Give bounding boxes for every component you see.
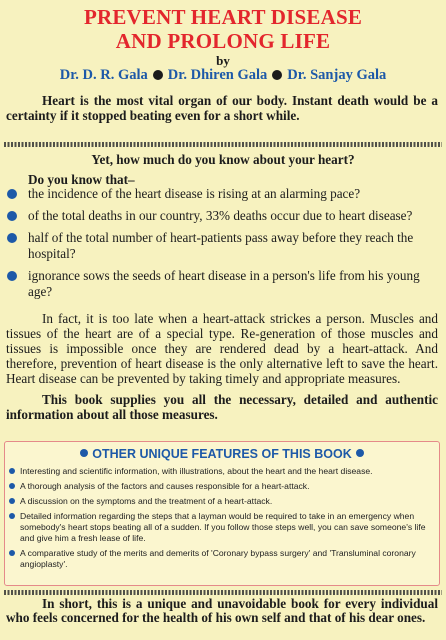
features-heading: [5, 447, 439, 461]
question-heading: Yet, how much do you know about your heart?: [91, 152, 355, 167]
list-item: [0, 208, 446, 224]
body-text: [6, 311, 438, 428]
bullet-dot-icon: [9, 498, 15, 504]
closing-text: In short, this is a unique and unavoidable book for every individual who feels concerned for the health of his own self and that of his dear ones.: [6, 596, 438, 625]
features-box: [4, 441, 440, 586]
bullet-dot-icon: [9, 483, 15, 489]
intro-paragraph: [6, 93, 438, 123]
fact-text: half of the total number of heart-patients pass away before they reach the hospital?: [28, 230, 414, 261]
features-list: [5, 466, 439, 574]
feature-text: Detailed information regarding the steps that a layman would be required to take in an emergency when somebody's heart stops beating all of a sudden. If you follow those steps well, you can save someone's life and give him a fresh lease of life.: [20, 511, 426, 543]
know-that-label: Do you know that–: [28, 172, 135, 187]
body-paragraph-1: In fact, it is too late when a heart-attack strickes a person. Muscles and tissues of the heart are of a special type. Re-generation of those muscles and tissues is impossible once they are rendered dead by a heart-attack. And therefore, prevention of heart disease is the only alternative left to save the heart. Heart disease can be prevented by taking timely and appropriate measures.: [6, 311, 438, 386]
bullet-dot-icon: [80, 449, 88, 457]
body-paragraph-2: This book supplies you all the necessary, detailed and authentic information about all those measures.: [6, 392, 438, 422]
list-item: [0, 230, 446, 262]
bullet-dot-icon: [7, 233, 17, 243]
bullet-dot-icon: [272, 70, 282, 80]
feature-text: A discussion on the symptoms and the treatment of a heart-attack.: [20, 496, 273, 506]
bullet-dot-icon: [7, 189, 17, 199]
feature-text: A comparative study of the merits and demerits of 'Coronary bypass surgery' and 'Transluminal coronary angioplasty'.: [20, 548, 416, 569]
fact-text: of the total deaths in our country, 33% deaths occur due to heart disease?: [28, 208, 413, 223]
list-item: [5, 481, 439, 492]
title-line-2: AND PROLONG LIFE: [115, 29, 331, 53]
author-3: Dr. Sanjay Gala: [287, 67, 387, 83]
bullet-dot-icon: [9, 550, 15, 556]
author-2: Dr. Dhiren Gala: [167, 67, 268, 83]
feature-text: Interesting and scientific information, with illustrations, about the heart and the heart disease.: [20, 466, 373, 476]
list-item: [5, 548, 439, 570]
list-item: [5, 466, 439, 477]
feature-text: A thorough analysis of the factors and causes responsible for a heart-attack.: [20, 481, 310, 491]
author-1: Dr. D. R. Gala: [59, 67, 148, 83]
author-list: [0, 67, 446, 84]
features-heading-text: OTHER UNIQUE FEATURES OF THIS BOOK: [92, 447, 352, 461]
bullet-dot-icon: [356, 449, 364, 457]
dotted-divider: [4, 590, 442, 595]
facts-list: [0, 186, 446, 306]
dotted-divider: [4, 142, 442, 147]
closing-paragraph: [6, 597, 438, 625]
list-item: [0, 268, 446, 300]
intro-text: Heart is the most vital organ of our body. Instant death would be a certainty if it stopped beating even for a short while.: [6, 93, 438, 123]
fact-text: ignorance sows the seeds of heart disease in a person's life from his young age?: [28, 268, 420, 299]
title-line-1: PREVENT HEART DISEASE: [83, 5, 363, 29]
bullet-dot-icon: [7, 211, 17, 221]
list-item: [5, 511, 439, 544]
list-item: [0, 186, 446, 202]
fact-text: the incidence of the heart disease is rising at an alarming pace?: [28, 186, 361, 201]
bullet-dot-icon: [7, 271, 17, 281]
bullet-dot-icon: [9, 468, 15, 474]
bullet-dot-icon: [153, 70, 163, 80]
by-label: by: [216, 53, 230, 68]
list-item: [5, 496, 439, 507]
bullet-dot-icon: [9, 513, 15, 519]
